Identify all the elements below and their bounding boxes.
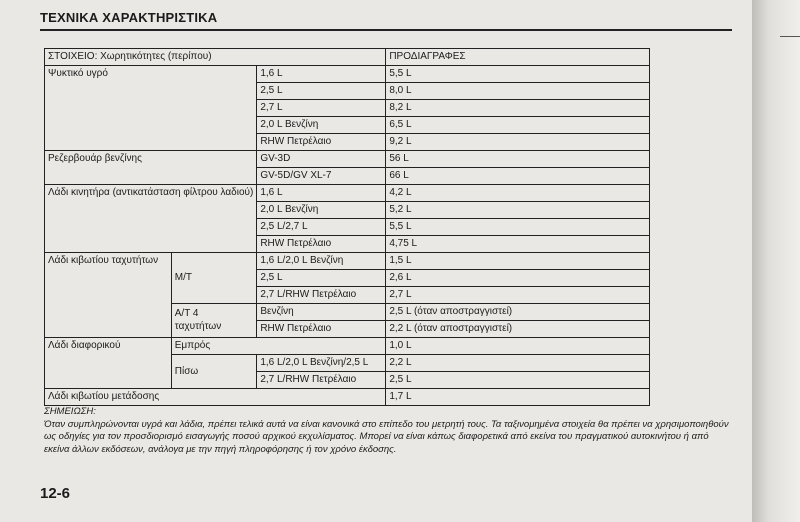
cell: 1,6 L/2,0 L Βενζίνη/2,5 L xyxy=(257,355,386,372)
cell: 4,75 L xyxy=(386,236,650,253)
cell: RHW Πετρέλαιο xyxy=(257,321,386,338)
capacities-table xyxy=(44,48,650,406)
cell: 2,7 L xyxy=(386,287,650,304)
title-divider xyxy=(40,29,732,31)
cell: RHW Πετρέλαιο xyxy=(257,236,386,253)
table-row xyxy=(45,151,650,168)
cell: Βενζίνη xyxy=(257,304,386,321)
facing-page-edge xyxy=(752,0,800,522)
cell: 2,7 L xyxy=(257,100,386,117)
cell: 1,6 L xyxy=(257,185,386,202)
note-block xyxy=(44,406,734,456)
cell: 56 L xyxy=(386,151,650,168)
cell: 8,0 L xyxy=(386,83,650,100)
cell: 2,5 L/2,7 L xyxy=(257,219,386,236)
table-row xyxy=(45,253,650,270)
cell: GV-5D/GV XL-7 xyxy=(257,168,386,185)
at-label-line1: A/T 4 xyxy=(174,308,199,319)
diff-front-label: Εμπρός xyxy=(171,338,386,355)
cell: 5,5 L xyxy=(386,66,650,83)
fuel-tank-label: Ρεζερβουάρ βενζίνης xyxy=(45,151,257,185)
cell: 5,2 L xyxy=(386,202,650,219)
table-row xyxy=(45,185,650,202)
cell: 2,5 L xyxy=(257,83,386,100)
table-row xyxy=(45,389,650,406)
cell: GV-3D xyxy=(257,151,386,168)
cell: 2,6 L xyxy=(386,270,650,287)
cell: 9,2 L xyxy=(386,134,650,151)
cell: 2,7 L/RHW Πετρέλαιο xyxy=(257,287,386,304)
cell: 1,6 L/2,0 L Βενζίνη xyxy=(257,253,386,270)
cell: 2,5 L (όταν αποστραγγιστεί) xyxy=(386,304,650,321)
cell: 2,0 L Βενζίνη xyxy=(257,202,386,219)
differential-oil-label: Λάδι διαφορικού xyxy=(45,338,172,389)
header-spec: ΠΡΟΔΙΑΓΡΑΦΕΣ xyxy=(386,49,650,66)
cell: 5,5 L xyxy=(386,219,650,236)
cell: 2,0 L Βενζίνη xyxy=(257,117,386,134)
table-row xyxy=(45,66,650,83)
automatic-transmission-label xyxy=(171,304,257,338)
coolant-label: Ψυκτικό υγρό xyxy=(45,66,257,151)
page-title: ΤΕΧΝΙΚΑ ΧΑΡΑΚΤΗΡΙΣΤΙΚΑ xyxy=(40,10,218,25)
note-heading: ΣΗΜΕΙΩΣΗ: xyxy=(44,406,96,417)
table-header-row xyxy=(45,49,650,66)
cell: 66 L xyxy=(386,168,650,185)
cell: 6,5 L xyxy=(386,117,650,134)
diff-rear-label: Πίσω xyxy=(171,355,257,389)
cell: 1,6 L xyxy=(257,66,386,83)
engine-oil-label: Λάδι κινητήρα (αντικατάσταση φίλτρου λαδιού) xyxy=(45,185,257,253)
cell: 2,2 L (όταν αποστραγγιστεί) xyxy=(386,321,650,338)
cell: RHW Πετρέλαιο xyxy=(257,134,386,151)
facing-page-rule xyxy=(780,36,800,37)
cell: 2,5 L xyxy=(257,270,386,287)
gearbox-oil-label: Λάδι κιβωτίου ταχυτήτων xyxy=(45,253,172,338)
manual-transmission-label: M/T xyxy=(171,253,257,304)
cell: 1,7 L xyxy=(386,389,650,406)
transfer-case-oil-label: Λάδι κιβωτίου μετάδοσης xyxy=(45,389,386,406)
at-label-line2: ταχυτήτων xyxy=(174,321,222,332)
cell: 2,5 L xyxy=(386,372,650,389)
page-number: 12-6 xyxy=(40,485,71,502)
cell: 1,0 L xyxy=(386,338,650,355)
cell: 1,5 L xyxy=(386,253,650,270)
note-body: Όταν συμπληρώνονται υγρά και λάδια, πρέπει τελικά αυτά να είναι κανονικά στο επίπεδο του μετρητή τους. Τα ταξινομημένα στοιχεία θα πρέπει να χρησιμοποιηθούν ως οδηγίες για τον προσδιορισμό εισαγωγής ποσού αρχικού εκχυλίσματος. Μπορεί να είναι κάπως διαφορετικά από εκείνα του πραγματικού αυτοκινήτου ή από εκείνα άλλων εκδόσεων, ανάλογα με την πηγή πληροφόρησης ή τον χρόνο έκδοσης. xyxy=(44,418,729,455)
cell: 2,7 L/RHW Πετρέλαιο xyxy=(257,372,386,389)
cell: 2,2 L xyxy=(386,355,650,372)
cell: 8,2 L xyxy=(386,100,650,117)
header-item: ΣΤΟΙΧΕΙΟ: Χωρητικότητες (περίπου) xyxy=(45,49,386,66)
cell: 4,2 L xyxy=(386,185,650,202)
table-row xyxy=(45,338,650,355)
